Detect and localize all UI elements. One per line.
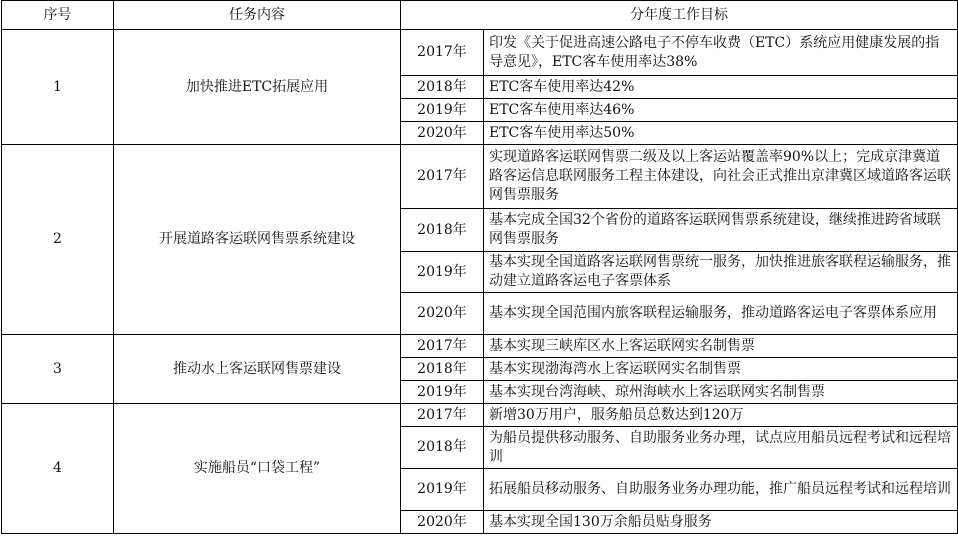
table-row (2, 145, 958, 209)
goal-cell: 印发《关于促进高速公路电子不停车收费（ETC）系统应用健康发展的指导意见》，ETC客车使用率达38% (484, 30, 958, 76)
year-cell: 2017年 (401, 404, 484, 427)
goal-cell: 基本实现全国道路客运联网售票统一服务，加快推进旅客联程运输服务，推动建立道路客运电子客票体系 (484, 252, 958, 293)
year-cell: 2017年 (401, 335, 484, 358)
goal-cell: 为船员提供移动服务、自助服务业务办理，试点应用船员远程考试和远程培训 (484, 427, 958, 469)
goal-cell: 新增30万用户，服务船员总数达到120万 (484, 404, 958, 427)
year-cell: 2018年 (401, 209, 484, 252)
year-cell: 2018年 (401, 427, 484, 469)
year-cell: 2017年 (401, 30, 484, 76)
year-cell: 2018年 (401, 358, 484, 381)
year-cell: 2018年 (401, 76, 484, 99)
task-content: 开展道路客运联网售票系统建设 (114, 145, 401, 335)
header-row (2, 1, 958, 30)
goal-cell: ETC客车使用率达50% (484, 122, 958, 145)
year-cell: 2017年 (401, 145, 484, 209)
goal-cell: 实现道路客运联网售票二级及以上客运站覆盖率90%以上；完成京津冀道路客运信息联网服务工程主体建设，向社会正式推出京津冀区域道路客运联网售票服务 (484, 145, 958, 209)
row-number: 2 (2, 145, 114, 335)
table-row (2, 30, 958, 76)
header-no: 序号 (2, 1, 114, 30)
task-content: 实施船员“口袋工程” (114, 404, 401, 534)
table-row (2, 404, 958, 427)
year-cell: 2020年 (401, 122, 484, 145)
goal-cell: 拓展船员移动服务、自助服务业务办理功能，推广船员远程考试和远程培训 (484, 469, 958, 511)
year-cell: 2019年 (401, 469, 484, 511)
goal-cell: 基本实现全国范围内旅客联程运输服务，推动道路客运电子客票体系应用 (484, 293, 958, 335)
year-cell: 2019年 (401, 99, 484, 122)
task-content: 加快推进ETC拓展应用 (114, 30, 401, 145)
row-number: 1 (2, 30, 114, 145)
goal-cell: 基本完成全国32个省份的道路客运联网售票系统建设，继续推进跨省域联网售票服务 (484, 209, 958, 252)
goal-cell: 基本实现三峡库区水上客运联网实名制售票 (484, 335, 958, 358)
goal-cell: 基本实现全国130万余船员贴身服务 (484, 511, 958, 534)
goal-cell: ETC客车使用率达46% (484, 99, 958, 122)
header-goal: 分年度工作目标 (401, 1, 958, 30)
goal-cell: 基本实现台湾海峡、琼州海峡水上客运联网实名制售票 (484, 381, 958, 404)
goals-table (1, 0, 958, 534)
task-content: 推动水上客运联网售票建设 (114, 335, 401, 404)
year-cell: 2019年 (401, 252, 484, 293)
row-number: 3 (2, 335, 114, 404)
year-cell: 2020年 (401, 293, 484, 335)
goal-cell: ETC客车使用率达42% (484, 76, 958, 99)
header-task: 任务内容 (114, 1, 401, 30)
year-cell: 2020年 (401, 511, 484, 534)
row-number: 4 (2, 404, 114, 534)
goal-cell: 基本实现渤海湾水上客运联网实名制售票 (484, 358, 958, 381)
year-cell: 2019年 (401, 381, 484, 404)
table-row (2, 335, 958, 358)
